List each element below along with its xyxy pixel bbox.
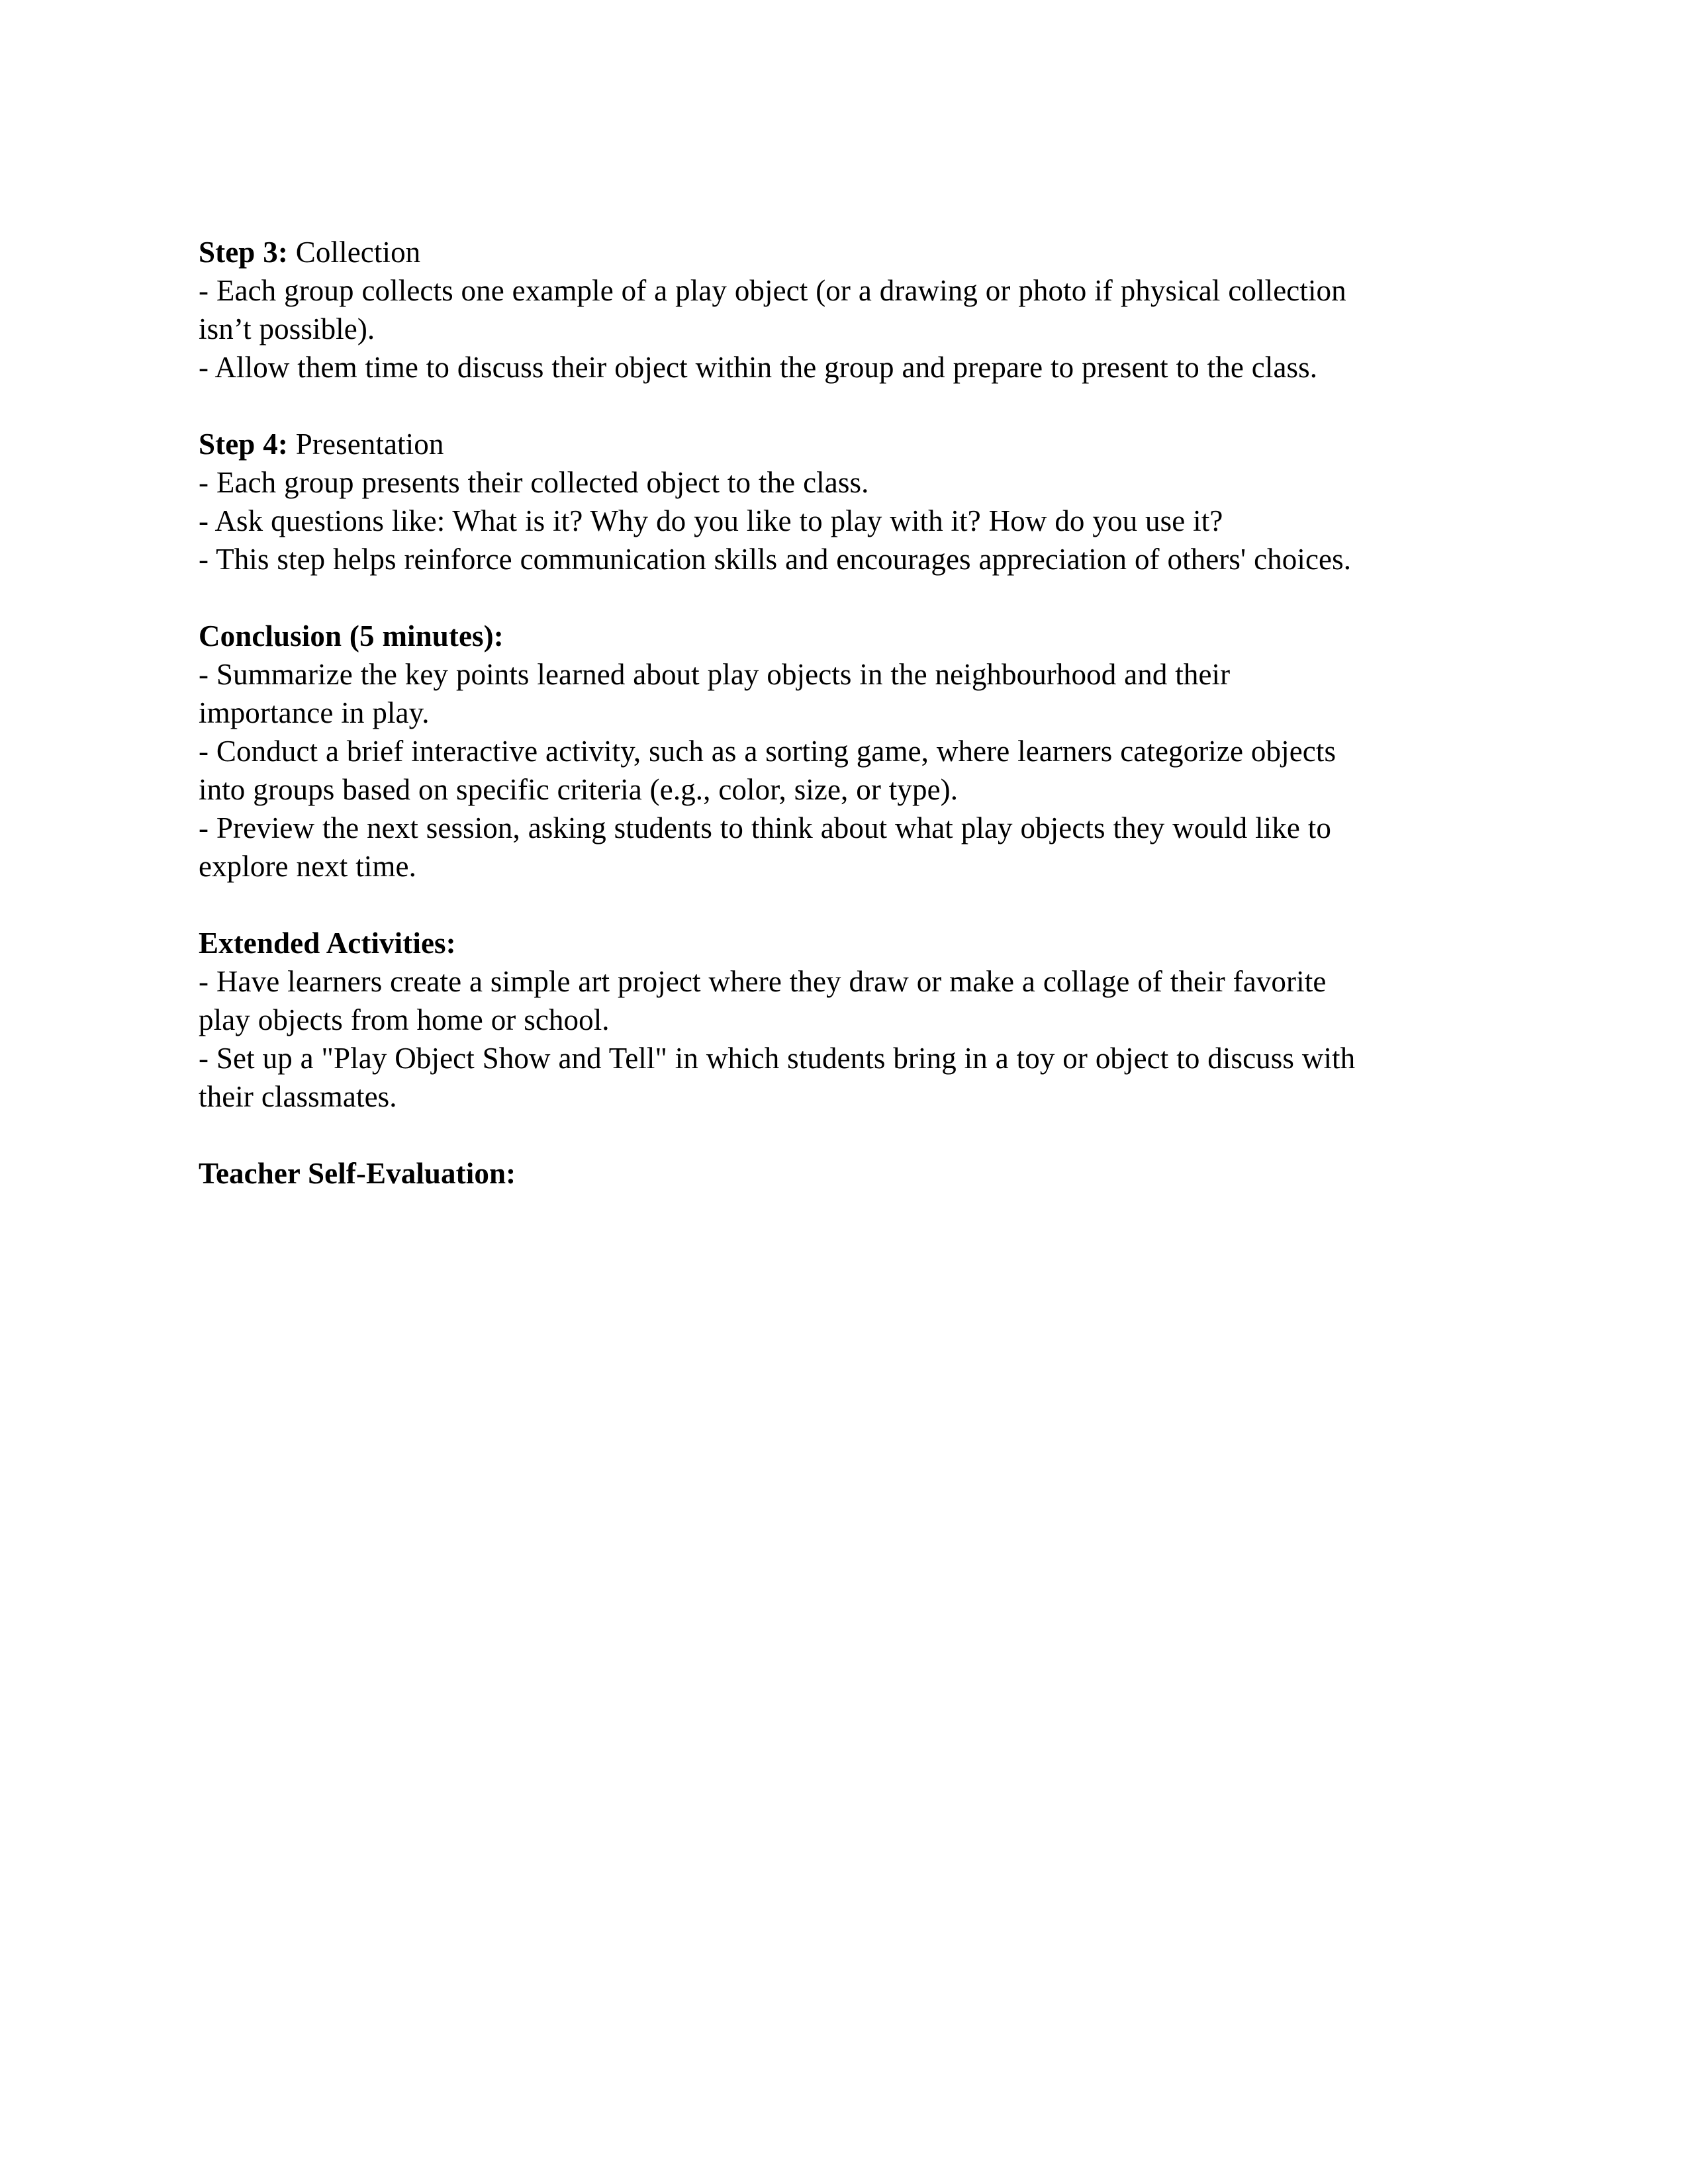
section-text-line: explore next time.	[199, 850, 416, 883]
section-text-line: - Have learners create a simple art project where they draw or make a collage of their favorite	[199, 965, 1327, 998]
section-text-line: into groups based on specific criteria (e.g., color, size, or type).	[199, 773, 959, 806]
section-text-line: - Ask questions like: What is it? Why do you like to play with it? How do you use it?	[199, 504, 1223, 537]
section-heading	[199, 425, 1476, 463]
document-body	[199, 233, 1476, 1193]
paragraph-spacer	[199, 387, 1476, 425]
section-heading	[199, 617, 1476, 655]
section-heading	[199, 1154, 1476, 1193]
section-teacher-self-evaluation	[199, 1154, 1476, 1193]
section-text-line: their classmates.	[199, 1080, 397, 1113]
section-heading-label: Step 3:	[199, 236, 288, 269]
section-heading-detail: Collection	[287, 236, 421, 269]
paragraph-spacer	[199, 886, 1476, 924]
section-text-line: importance in play.	[199, 696, 430, 729]
section-text-line: isn’t possible).	[199, 312, 375, 345]
section-text-line: - Set up a "Play Object Show and Tell" in which students bring in a toy or object to discuss with	[199, 1042, 1356, 1075]
section-heading	[199, 233, 1476, 271]
section-text-line: - Summarize the key points learned about play objects in the neighbourhood and their	[199, 658, 1231, 691]
section-step-4	[199, 425, 1476, 578]
section-heading-label: Step 4:	[199, 428, 288, 461]
section-text-line: play objects from home or school.	[199, 1003, 610, 1036]
section-heading	[199, 924, 1476, 962]
section-text-line: - Preview the next session, asking students to think about what play objects they would like to	[199, 811, 1331, 844]
section-heading-label: Teacher Self-Evaluation:	[199, 1157, 516, 1190]
section-heading-label: Conclusion (5 minutes):	[199, 619, 504, 653]
section-heading-detail: Presentation	[287, 428, 444, 461]
section-text-line: - Each group presents their collected object to the class.	[199, 466, 869, 499]
section-conclusion	[199, 617, 1476, 886]
section-text-line: - Each group collects one example of a play object (or a drawing or photo if physical collection	[199, 274, 1346, 307]
section-extended-activities	[199, 924, 1476, 1116]
paragraph-spacer	[199, 578, 1476, 617]
section-text-line: - Conduct a brief interactive activity, such as a sorting game, where learners categorize objects	[199, 735, 1336, 768]
section-text-line: - Allow them time to discuss their object within the group and prepare to present to the class.	[199, 351, 1318, 384]
section-text-line: - This step helps reinforce communication skills and encourages appreciation of others' choices.	[199, 543, 1352, 576]
paragraph-spacer	[199, 1116, 1476, 1154]
section-step-3	[199, 233, 1476, 387]
section-heading-label: Extended Activities:	[199, 927, 456, 960]
